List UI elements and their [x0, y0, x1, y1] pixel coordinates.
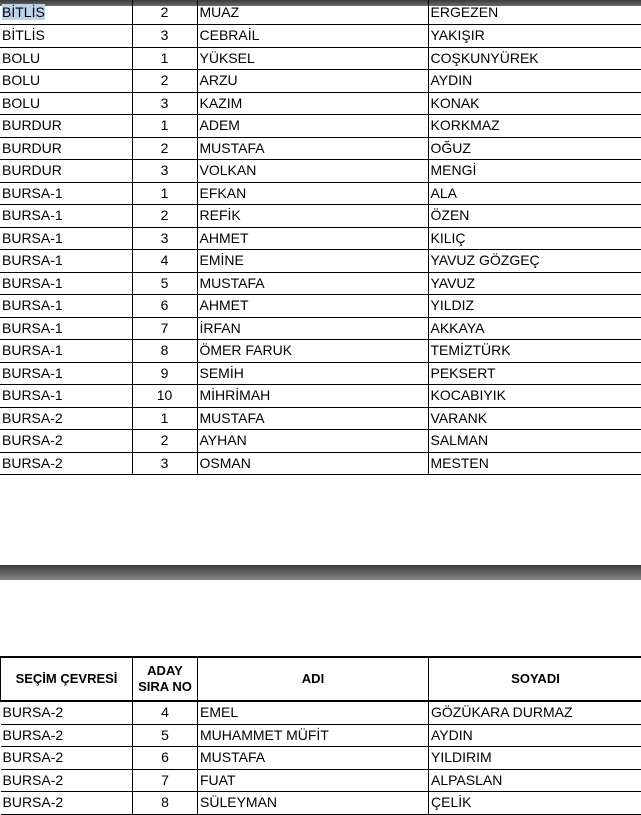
cell-name — [198, 701, 429, 724]
cell-district — [0, 272, 132, 295]
column-header-district: SEÇİM ÇEVRESİ — [1, 657, 133, 701]
cell-district — [0, 340, 132, 363]
cell-name-text: EFKAN — [200, 185, 247, 201]
cell-name — [197, 47, 428, 70]
cell-name — [197, 340, 428, 363]
cell-surname-text: MENGİ — [431, 162, 477, 178]
table-row — [0, 250, 641, 273]
cell-name — [197, 430, 428, 453]
cell-surname — [429, 724, 641, 747]
cell-district — [1, 769, 133, 792]
cell-district-text: BURSA-2 — [3, 727, 64, 743]
cell-name — [197, 385, 428, 408]
cell-surname — [428, 137, 641, 160]
cell-district — [0, 295, 132, 318]
cell-surname — [428, 205, 641, 228]
cell-name-text: FUAT — [200, 772, 236, 788]
cell-surname — [428, 0, 641, 25]
table-row — [0, 272, 641, 295]
cell-surname — [428, 227, 641, 250]
cell-order-no — [132, 182, 197, 205]
cell-name-text: AHMET — [200, 297, 249, 313]
cell-name-text: ARZU — [200, 72, 238, 88]
cell-surname-text: YAVUZ GÖZGEÇ — [431, 252, 540, 268]
page-separator — [0, 565, 641, 580]
cell-surname — [428, 362, 641, 385]
cell-name-text: SEMİH — [200, 365, 244, 381]
cell-order-no-text: 5 — [161, 275, 169, 291]
cell-order-no — [133, 701, 198, 724]
cell-order-no-text: 6 — [161, 749, 169, 765]
table-row — [0, 0, 641, 25]
column-header-order-line2: SIRA NO — [138, 679, 192, 694]
cell-name — [197, 272, 428, 295]
table-row — [1, 792, 641, 815]
cell-name-text: MUAZ — [200, 4, 240, 20]
cell-surname — [429, 747, 641, 770]
table-row — [1, 769, 641, 792]
cell-surname — [428, 250, 641, 273]
cell-name — [197, 227, 428, 250]
cell-surname-text: YILDIRIM — [431, 749, 492, 765]
cell-district — [0, 250, 132, 273]
table-row — [0, 115, 641, 138]
cell-order-no — [132, 205, 197, 228]
cell-district-text: BURSA-1 — [2, 230, 63, 246]
cell-district-text: BURSA-2 — [3, 704, 64, 720]
cell-name-text: VOLKAN — [200, 162, 257, 178]
cell-name-text: CEBRAİL — [200, 27, 260, 43]
table-row — [1, 724, 641, 747]
cell-district-text: BURSA-1 — [2, 252, 63, 268]
cell-name — [198, 769, 429, 792]
cell-district-text: BURSA-2 — [3, 772, 64, 788]
candidate-table-body — [1, 701, 641, 814]
cell-order-no-text: 6 — [161, 297, 169, 313]
table-row — [0, 137, 641, 160]
cell-name-text: MUHAMMET MÜFİT — [200, 727, 329, 743]
cell-name-text: ÖMER FARUK — [200, 342, 293, 358]
column-header-name: ADI — [198, 657, 429, 701]
cell-district-text: BOLU — [2, 72, 40, 88]
cell-name-text: MUSTAFA — [200, 410, 265, 426]
cell-district-text: BURSA-2 — [2, 410, 63, 426]
table-row — [0, 160, 641, 183]
cell-district — [0, 227, 132, 250]
cell-order-no — [132, 272, 197, 295]
cell-surname — [428, 340, 641, 363]
cell-district-text: BURSA-2 — [3, 749, 64, 765]
cell-order-no-text: 3 — [161, 95, 169, 111]
cell-surname — [428, 295, 641, 318]
cell-surname — [428, 115, 641, 138]
cell-district-text: BOLU — [2, 50, 40, 66]
cell-name — [197, 160, 428, 183]
cell-order-no — [132, 362, 197, 385]
cell-order-no — [132, 92, 197, 115]
cell-order-no-text: 1 — [161, 117, 169, 133]
cell-surname — [428, 272, 641, 295]
cell-surname-text: ALA — [431, 185, 457, 201]
cell-name-text: KAZIM — [200, 95, 243, 111]
cell-order-no — [133, 724, 198, 747]
cell-surname-text: YAKIŞIR — [431, 27, 485, 43]
cell-name — [197, 250, 428, 273]
table-row — [0, 362, 641, 385]
table-row — [0, 205, 641, 228]
cell-name — [197, 205, 428, 228]
cell-surname — [428, 47, 641, 70]
column-header-order — [133, 657, 198, 701]
cell-surname-text: AKKAYA — [431, 320, 485, 336]
cell-surname — [428, 160, 641, 183]
cell-order-no-text: 2 — [161, 207, 169, 223]
table-row — [0, 295, 641, 318]
cell-order-no-text: 1 — [161, 185, 169, 201]
selected-text: BİTLİS — [2, 4, 45, 20]
cell-order-no — [132, 25, 197, 48]
cell-name — [197, 182, 428, 205]
table-row — [1, 701, 641, 724]
cell-order-no — [132, 47, 197, 70]
cell-order-no-text: 9 — [161, 365, 169, 381]
cell-district-text: BURSA-2 — [2, 432, 63, 448]
cell-surname — [429, 792, 641, 815]
cell-district — [1, 724, 133, 747]
cell-name — [197, 70, 428, 93]
cell-surname-text: TEMİZTÜRK — [431, 342, 511, 358]
cell-surname-text: MESTEN — [431, 455, 489, 471]
cell-order-no — [132, 340, 197, 363]
cell-surname — [428, 452, 641, 475]
cell-surname-text: AYDIN — [431, 727, 473, 743]
cell-district — [1, 701, 133, 724]
cell-district-text: BURDUR — [2, 117, 62, 133]
cell-order-no-text: 3 — [161, 230, 169, 246]
cell-district — [0, 115, 132, 138]
table-row — [0, 92, 641, 115]
cell-surname-text: KORKMAZ — [431, 117, 500, 133]
cell-name — [197, 295, 428, 318]
cell-district-text: BOLU — [2, 95, 40, 111]
cell-order-no-text: 2 — [161, 140, 169, 156]
cell-order-no — [132, 295, 197, 318]
table-row — [0, 340, 641, 363]
cell-surname-text: KOCABIYIK — [431, 387, 506, 403]
cell-surname-text: ÇELİK — [431, 794, 471, 810]
cell-name-text: AYHAN — [200, 432, 247, 448]
cell-name-text: MUSTAFA — [200, 140, 265, 156]
table-row — [0, 25, 641, 48]
cell-district — [0, 25, 132, 48]
cell-order-no-text: 8 — [161, 794, 169, 810]
cell-district — [0, 137, 132, 160]
cell-district — [0, 0, 132, 25]
cell-name — [198, 747, 429, 770]
cell-order-no-text: 1 — [161, 410, 169, 426]
cell-order-no — [132, 430, 197, 453]
cell-order-no — [132, 70, 197, 93]
cell-district — [0, 92, 132, 115]
cell-name — [198, 724, 429, 747]
cell-name — [197, 362, 428, 385]
table-row — [0, 385, 641, 408]
cell-order-no — [132, 227, 197, 250]
cell-surname-text: YAVUZ — [431, 275, 476, 291]
cell-surname-text: KONAK — [431, 95, 480, 111]
cell-surname-text: GÖZÜKARA DURMAZ — [431, 704, 573, 720]
candidate-table — [0, 656, 641, 815]
cell-order-no-text: 4 — [161, 704, 169, 720]
table-row — [0, 452, 641, 475]
cell-surname — [428, 182, 641, 205]
cell-order-no-text: 2 — [161, 432, 169, 448]
cell-surname-text: PEKSERT — [431, 365, 496, 381]
table-row — [0, 182, 641, 205]
cell-name — [197, 92, 428, 115]
cell-name-text: MUSTAFA — [200, 275, 265, 291]
column-header-order-line1: ADAY — [147, 663, 183, 678]
cell-district — [0, 182, 132, 205]
cell-surname — [428, 317, 641, 340]
cell-district-text: BURSA-1 — [2, 387, 63, 403]
table-row — [0, 407, 641, 430]
cell-order-no — [133, 747, 198, 770]
cell-name-text: İRFAN — [200, 320, 241, 336]
cell-district — [1, 792, 133, 815]
cell-district-text: BURSA-1 — [2, 365, 63, 381]
cell-surname-text: SALMAN — [431, 432, 489, 448]
cell-order-no — [132, 0, 197, 25]
cell-surname — [428, 70, 641, 93]
cell-order-no-text: 2 — [161, 72, 169, 88]
cell-surname-text: COŞKUNYÜREK — [431, 50, 539, 66]
cell-surname-text: ÖZEN — [431, 207, 470, 223]
table-row — [1, 747, 641, 770]
cell-name — [197, 25, 428, 48]
cell-order-no-text: 1 — [161, 50, 169, 66]
cell-name-text: EMEL — [200, 704, 238, 720]
cell-name-text: MUSTAFA — [200, 749, 265, 765]
cell-name — [197, 0, 428, 25]
cell-order-no — [132, 385, 197, 408]
column-header-surname: SOYADI — [429, 657, 641, 701]
cell-order-no-text: 3 — [161, 162, 169, 178]
cell-district — [0, 385, 132, 408]
cell-surname — [428, 407, 641, 430]
cell-order-no — [132, 452, 197, 475]
cell-order-no-text: 2 — [161, 4, 169, 20]
cell-district-text: BURSA-2 — [3, 794, 64, 810]
cell-surname-text: ERGEZEN — [431, 4, 499, 20]
cell-name — [197, 452, 428, 475]
cell-district-text: BİTLİS — [2, 27, 45, 43]
cell-order-no — [132, 160, 197, 183]
cell-surname — [429, 769, 641, 792]
cell-order-no — [132, 250, 197, 273]
cell-district — [0, 362, 132, 385]
cell-district — [0, 47, 132, 70]
cell-name — [197, 137, 428, 160]
table-header-row — [1, 657, 641, 701]
cell-district — [0, 407, 132, 430]
cell-name-text: OSMAN — [200, 455, 251, 471]
cell-name-text: AHMET — [200, 230, 249, 246]
cell-surname — [428, 25, 641, 48]
cell-district — [0, 317, 132, 340]
cell-order-no-text: 7 — [161, 320, 169, 336]
cell-district-text: BURSA-2 — [2, 455, 63, 471]
cell-name — [197, 407, 428, 430]
cell-name-text: REFİK — [200, 207, 241, 223]
cell-name-text: SÜLEYMAN — [200, 794, 277, 810]
cell-name-text: MİHRİMAH — [200, 387, 271, 403]
cell-district — [0, 70, 132, 93]
cell-district — [0, 452, 132, 475]
cell-surname — [428, 430, 641, 453]
cell-name — [197, 115, 428, 138]
cell-surname-text: ALPASLAN — [431, 772, 502, 788]
cell-order-no — [132, 137, 197, 160]
table-row — [0, 47, 641, 70]
cell-order-no — [132, 317, 197, 340]
cell-district-text: BURSA-1 — [2, 297, 63, 313]
cell-district-text: BURSA-1 — [2, 275, 63, 291]
cell-name-text: EMİNE — [200, 252, 244, 268]
cell-order-no — [132, 115, 197, 138]
table-row — [0, 430, 641, 453]
cell-district-text: BURSA-1 — [2, 342, 63, 358]
cell-name-text: YÜKSEL — [200, 50, 255, 66]
cell-district — [0, 160, 132, 183]
cell-name — [198, 792, 429, 815]
cell-surname-text: YILDIZ — [431, 297, 475, 313]
cell-order-no — [133, 769, 198, 792]
cell-surname — [429, 701, 641, 724]
cell-order-no-text: 5 — [161, 727, 169, 743]
cell-surname-text: AYDIN — [431, 72, 473, 88]
cell-district — [1, 747, 133, 770]
cell-name-text: ADEM — [200, 117, 240, 133]
cell-surname-text: KILIÇ — [431, 230, 466, 246]
cell-district-text: BURDUR — [2, 140, 62, 156]
cell-order-no — [132, 407, 197, 430]
cell-order-no-text: 8 — [161, 342, 169, 358]
cell-order-no — [133, 792, 198, 815]
cell-district — [0, 430, 132, 453]
cell-district-text: BURSA-1 — [2, 185, 63, 201]
cell-order-no-text: 3 — [161, 455, 169, 471]
cell-district — [0, 205, 132, 228]
table-row — [0, 227, 641, 250]
cell-district-text: BURDUR — [2, 162, 62, 178]
cell-surname-text: OĞUZ — [431, 140, 471, 156]
cell-order-no-text: 4 — [161, 252, 169, 268]
cell-order-no-text: 7 — [161, 772, 169, 788]
table-row — [0, 317, 641, 340]
cell-order-no-text: 3 — [161, 27, 169, 43]
cell-surname — [428, 92, 641, 115]
cell-order-no-text: 10 — [157, 387, 173, 403]
cell-district-text: BURSA-1 — [2, 320, 63, 336]
table-row — [0, 70, 641, 93]
cell-name — [197, 317, 428, 340]
cell-surname-text: VARANK — [431, 410, 488, 426]
cell-surname — [428, 385, 641, 408]
cell-district-text: BURSA-1 — [2, 207, 63, 223]
